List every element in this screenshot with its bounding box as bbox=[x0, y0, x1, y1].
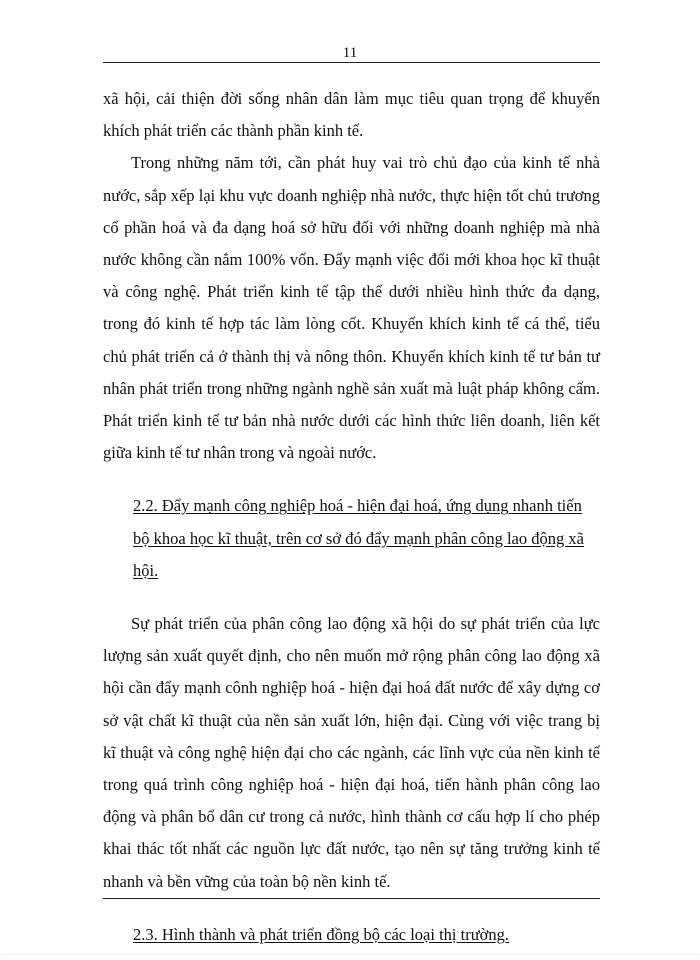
page-bottom-guide bbox=[0, 954, 700, 955]
document-body bbox=[103, 83, 600, 951]
header-rule bbox=[103, 62, 600, 63]
paragraph-state-economy: Trong những năm tới, cần phát huy vai trò chủ đạo của kinh tế nhà nước, sắp xếp lại khu vực doanh nghiệp nhà nước, thực hiện tốt chủ trương cổ phần hoá và đa dạng hoá sở hữu đối với những doanh nghiệp mà nhà nước không cần nắm 100% vốn. Đẩy mạnh việc đổi mới khoa học kĩ thuật và công nghệ. Phát triển kinh tế tập thể dưới nhiều hình thức đa dạng, trong đó kinh tế hợp tác làm lòng cốt. Khuyến khích kinh tế cá thể, tiểu chủ phát triển cả ở thành thị và nông thôn. Khuyến khích kinh tế tư bản tư nhân phát triển trong những ngành nghề sản xuất mà luật pháp không cấm. Phát triển kinh tế tư bản nhà nước dưới các hình thức liên doanh, liên kết giữa kinh tế tư nhân trong và ngoài nước. bbox=[103, 153, 600, 463]
page-number: 11 bbox=[342, 45, 358, 61]
paragraph-labor-division: Sự phát triển của phân công lao động xã hội do sự phát triển của lực lượng sản xuất quyết định, cho nên muốn mở rộng phân công lao động xã hội cần đẩy mạnh cônh nghiệp hoá - hiện đại hoá đất nước để xây dựng cơ sở vật chất kĩ thuật của nền sản xuất lớn, hiện đại. Cùng với việc trang bị kĩ thuật và công nghệ hiện đại cho các ngành, các lĩnh vực của nền kinh tế trong quá trình công nghiệp hoá - hiện đại hoá, tiến hành phân công lao động và phân bổ dân cư trong cả nước, hình thành cơ cấu hợp lí cho phép khai thác tốt nhất các nguồn lực đất nước, tạo nên sự tăng trưởng kinh tế nhanh và bền vững của toàn bộ nền kinh tế. bbox=[103, 614, 600, 891]
section-heading-2-2: 2.2. Đẩy mạnh công nghiệp hoá - hiện đại hoá, ứng dụng nhanh tiến bộ khoa học kĩ thuật, trên cơ sở đó đẩy mạnh phân công lao động xã hội. bbox=[133, 496, 584, 580]
paragraph-continuation: xã hội, cải thiện đời sống nhân dân làm mục tiêu quan trọng để khuyến khích phát triển các thành phần kinh tế. bbox=[103, 89, 600, 141]
footer-rule bbox=[103, 898, 600, 899]
section-heading-2-3: 2.3. Hình thành và phát triển đồng bộ các loại thị trường. bbox=[133, 924, 510, 944]
